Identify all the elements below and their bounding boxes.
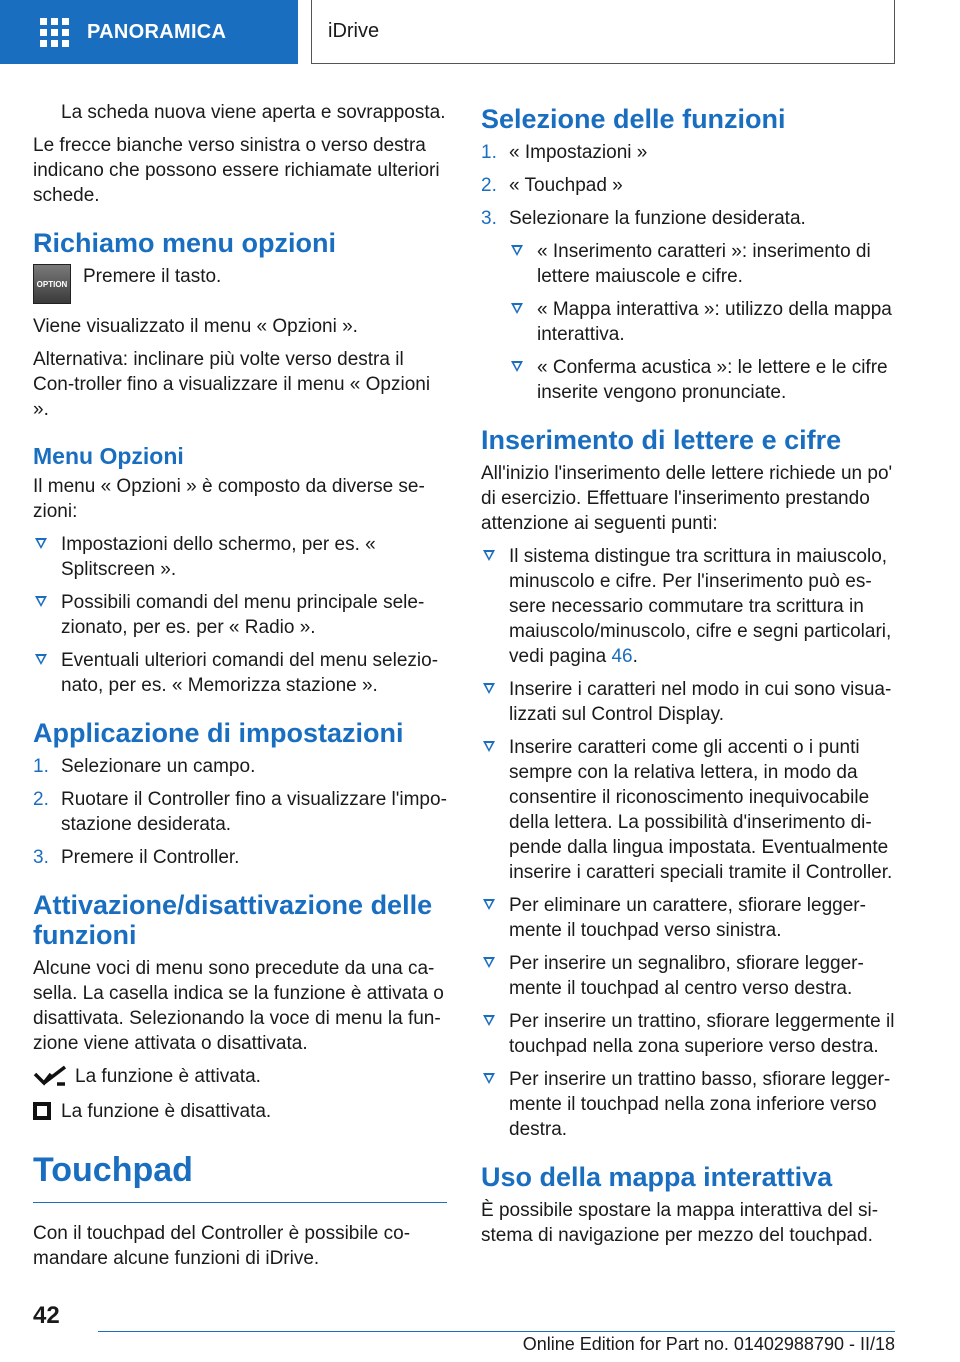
right-column bbox=[481, 100, 895, 1256]
list-item: Per eliminare un carattere, sfiorare legger-mente il touchpad verso sinistra. bbox=[481, 893, 895, 943]
alternativa-text: Alternativa: inclinare più volte verso destra il Con-troller fino a visualizzare il menu « Opzioni ». bbox=[33, 349, 431, 420]
triangle-bullet-icon bbox=[35, 596, 47, 607]
section-label: PANORAMICA bbox=[87, 20, 227, 43]
footer-divider bbox=[98, 1331, 895, 1332]
chapter-label: iDrive bbox=[328, 20, 380, 42]
heading-menu-opzioni: Menu Opzioni bbox=[33, 443, 184, 469]
page-link[interactable]: 46 bbox=[611, 646, 633, 667]
attivata-row bbox=[33, 1064, 447, 1089]
list-item: Per inserire un trattino basso, sfiorare legger-mente il touchpad nella zona inferiore verso destra. bbox=[481, 1067, 895, 1142]
step-item: 2. Ruotare il Controller fino a visualizzare l'impo-stazione desiderata. bbox=[33, 789, 447, 835]
empty-checkbox-icon bbox=[33, 1102, 51, 1120]
attivata-text: La funzione è attivata. bbox=[75, 1066, 261, 1087]
heading-applicazione: Applicazione di impostazioni bbox=[33, 718, 404, 748]
triangle-bullet-icon bbox=[511, 303, 523, 314]
step-item: 3. Premere il Controller. bbox=[33, 847, 240, 868]
left-column bbox=[33, 100, 447, 1279]
triangle-bullet-icon bbox=[483, 741, 495, 752]
header-section-tab[interactable] bbox=[0, 0, 298, 64]
menu-intro-text: Il menu « Opzioni » è composto da diverse se-zioni: bbox=[33, 476, 425, 522]
list-item: Inserire i caratteri nel modo in cui sono visua-lizzati sul Control Display. bbox=[481, 677, 895, 727]
heading-richiamo: Richiamo menu opzioni bbox=[33, 228, 337, 258]
heading-selezione: Selezione delle funzioni bbox=[481, 104, 786, 134]
heading-uso-mappa: Uso della mappa interattiva bbox=[481, 1162, 833, 1192]
list-item: Impostazioni dello schermo, per es. « Splitscreen ». bbox=[33, 532, 447, 582]
intro-indent-text: La scheda nuova viene aperta e sovrapposta. bbox=[61, 102, 446, 123]
triangle-bullet-icon bbox=[483, 957, 495, 968]
triangle-bullet-icon bbox=[483, 899, 495, 910]
heading-touchpad: Touchpad bbox=[33, 1150, 447, 1203]
option-button-row bbox=[33, 264, 447, 304]
triangle-bullet-icon bbox=[35, 538, 47, 549]
uso-text: È possibile spostare la mappa interattiva del si-stema di navigazione per mezzo del touchpad. bbox=[481, 1200, 879, 1246]
page-number: 42 bbox=[33, 1302, 60, 1329]
list-item: Il sistema distingue tra scrittura in maiuscolo, minuscolo e cifre. Per l'inserimento può es-sere necessario commutare tra scrittura in maiuscolo/minuscolo, cifre e segni particolari, vedi pagina 46. bbox=[481, 544, 895, 669]
list-item: « Inserimento caratteri »: inserimento di lettere maiuscole e cifre. bbox=[509, 239, 895, 289]
disattivata-text: La funzione è disattivata. bbox=[61, 1101, 272, 1122]
list-item: « Conferma acustica »: le lettere e le cifre inserite vengono pronunciate. bbox=[509, 355, 895, 405]
list-item: Per inserire un trattino, sfiorare leggermente il touchpad nella zona superiore verso destra. bbox=[481, 1009, 895, 1059]
premere-tasto-text: Premere il tasto. bbox=[83, 266, 222, 287]
list-item: Per inserire un segnalibro, sfiorare legger-mente il touchpad al centro verso destra. bbox=[481, 951, 895, 1001]
triangle-bullet-icon bbox=[511, 245, 523, 256]
option-button-icon: OPTION bbox=[33, 264, 71, 304]
inserimento-text: All'inizio l'inserimento delle lettere richiede un po' di esercizio. Effettuare l'inserimento prestando attenzione ai seguenti punti: bbox=[481, 463, 893, 534]
grid-icon bbox=[40, 18, 69, 47]
list-item: Inserire caratteri come gli accenti o i punti sempre con la relativa lettera, in modo da consentire il riconoscimento inequivocabile della lettera. La possibilità d'inserimento di-pende dalla lingua impostata. Eventualmente inserire i caratteri speciali tramite il Controller. bbox=[481, 735, 895, 885]
triangle-bullet-icon bbox=[483, 550, 495, 561]
visualizzato-text: Viene visualizzato il menu « Opzioni ». bbox=[33, 316, 358, 337]
disattivata-row bbox=[33, 1099, 447, 1124]
heading-inserimento: Inserimento di lettere e cifre bbox=[481, 425, 842, 455]
triangle-bullet-icon bbox=[483, 1015, 495, 1026]
heading-attivazione: Attivazione/disattivazione delle funzioni bbox=[33, 890, 433, 950]
list-item: Possibili comandi del menu principale sele-zionato, per es. per « Radio ». bbox=[33, 590, 447, 640]
edition-text: Online Edition for Part no. 01402988790 - II/18 bbox=[522, 1334, 895, 1354]
touchpad-text: Con il touchpad del Controller è possibile co-mandare alcune funzioni di iDrive. bbox=[33, 1223, 411, 1269]
step-item: 1. Selezionare un campo. bbox=[33, 756, 256, 777]
list-item: « Mappa interattiva »: utilizzo della mappa interattiva. bbox=[509, 297, 895, 347]
triangle-bullet-icon bbox=[483, 1073, 495, 1084]
list-item: Eventuali ulteriori comandi del menu selezio-nato, per es. « Memorizza stazione ». bbox=[33, 648, 447, 698]
attivazione-text: Alcune voci di menu sono precedute da una ca-sella. La casella indica se la funzione è attivata o disattivata. Selezionando la voce di menu la fun-zione viene attivata o disattivata. bbox=[33, 958, 444, 1054]
step-item: 3. Selezionare la funzione desiderata. bbox=[481, 208, 806, 229]
header-chapter-tab bbox=[311, 0, 895, 64]
triangle-bullet-icon bbox=[35, 654, 47, 665]
triangle-bullet-icon bbox=[483, 683, 495, 694]
intro-paragraph: Le frecce bianche verso sinistra o verso destra indicano che possono essere richiamate ulteriori schede. bbox=[33, 135, 440, 206]
step-item: 1. « Impostazioni » bbox=[481, 142, 648, 163]
step-item: 2. « Touchpad » bbox=[481, 175, 623, 196]
checkmark-icon bbox=[33, 1064, 69, 1088]
triangle-bullet-icon bbox=[511, 361, 523, 372]
